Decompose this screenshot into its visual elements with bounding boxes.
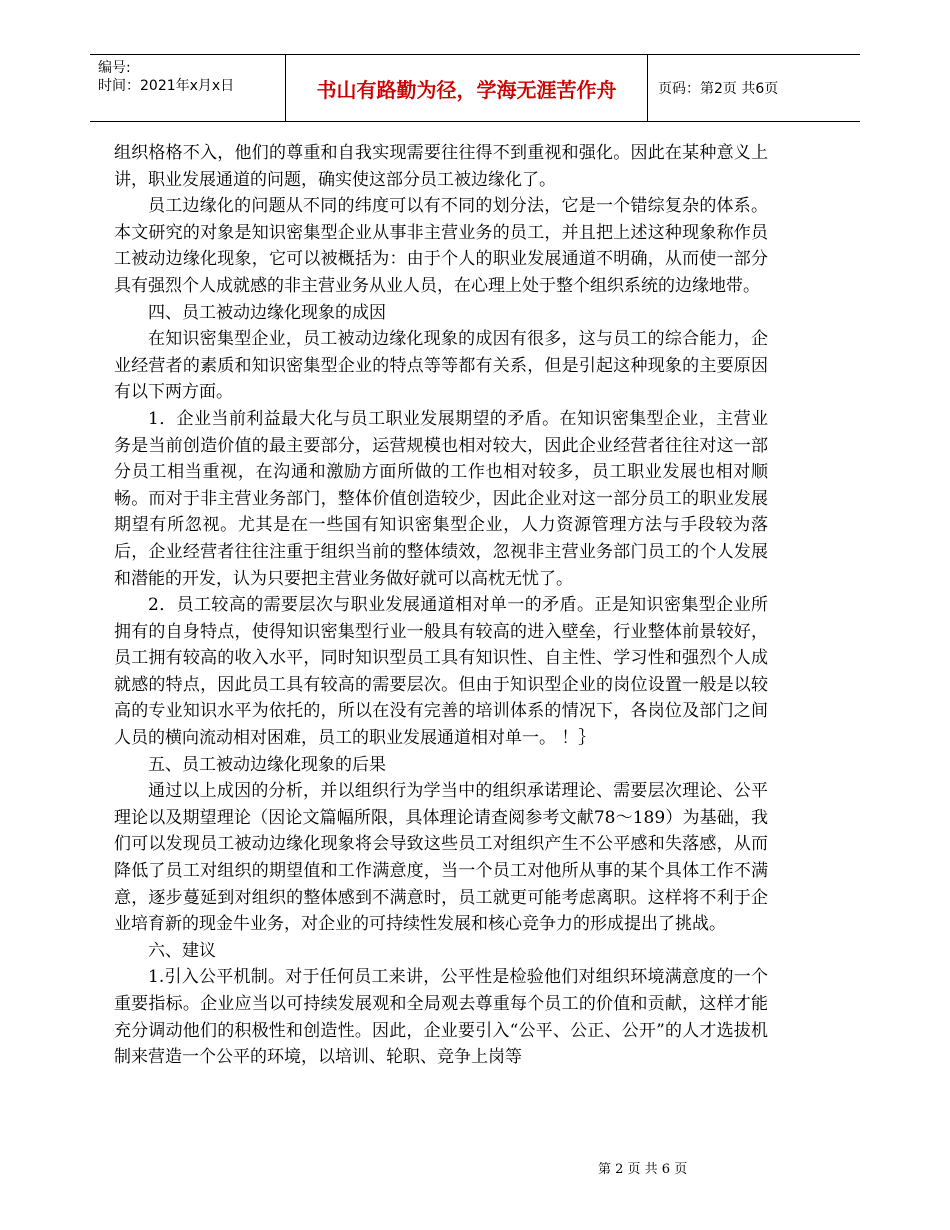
paragraph: 1.引入公平机制。对于任何员工来讲，公平性是检验他们对组织环境满意度的一个重要指标。企业应当以可持续发展观和全局观去尊重每个员工的价值和贡献，这样才能充分调动他们的积极性和创造性。因此，企业要引入“公平、公正、公开”的人才选拔机制来营造一个公平的环境，以培训、轮职、竞争上岗等 (114, 967, 768, 1068)
header-meta (90, 55, 286, 121)
section-heading-6: 六、建议 (148, 940, 216, 961)
paragraph: 员工边缘化的问题从不同的纬度可以有不同的划分法，它是一个错综复杂的体系。本文研究的对象是知识密集型企业从事非主营业务的员工，并且把上述这种现象称作员工被动边缘化现象，它可以被概括为：由于个人的职业发展通道不明确，从而使一部分具有强烈个人成就感的非主营业务从业人员，在心理上处于整个组织系统的边缘地带。 (114, 196, 768, 296)
document-body (114, 140, 768, 1071)
paragraph-continuation: 组织格格不入，他们的尊重和自我实现需要往往得不到重视和强化。因此在某种意义上讲，职业发展通道的问题，确实使这部分员工被边缘化了。 (114, 143, 768, 190)
paragraph: 在知识密集型企业，员工被动边缘化现象的成因有很多，这与员工的综合能力，企业经营者的素质和知识密集型企业的特点等等都有关系，但是引起这种现象的主要原因有以下两方面。 (114, 329, 768, 403)
paragraph: 1．企业当前利益最大化与员工职业发展期望的矛盾。在知识密集型企业，主营业务是当前创造价值的最主要部分，运营规模也相对较大，因此企业经营者往往对这一部分员工相当重视，在沟通和激励方面所做的工作也相对较多，员工职业发展也相对顺畅。而对于非主营业务部门，整体价值创造较少，因此企业对这一部分员工的职业发展期望有所忽视。尤其是在一些国有知识密集型企业，人力资源管理方法与手段较为落后，企业经营者往往注重于组织当前的整体绩效，忽视非主营业务部门员工的个人发展和潜能的开发，认为只要把主营业务做好就可以高枕无忧了。 (114, 408, 768, 589)
document-number-label: 编号: (98, 60, 131, 76)
paragraph: 2．员工较高的需要层次与职业发展通道相对单一的矛盾。正是知识密集型企业所拥有的自身特点，使得知识密集型行业一般具有较高的进入壁垒，行业整体前景较好，员工拥有较高的收入水平，同时知识型员工具有知识性、自主性、学习性和强烈个人成就感的特点，因此员工具有较高的需要层次。但由于知识型企业的岗位设置一般是以较高的专业知识水平为依托的，所以在没有完善的培训体系的情况下，各岗位及部门之间人员的横向流动相对困难，员工的职业发展通道相对单一。 ！｝ (114, 595, 768, 749)
section-heading-5: 五、员工被动边缘化现象的后果 (148, 754, 386, 775)
page-header (90, 54, 860, 122)
document-time-label: 时间：2021年x月x日 (98, 78, 235, 94)
header-page-number: 页码：第2页 共6页 (658, 81, 779, 97)
header-motto: 书山有路勤为径，学海无涯苦作舟 (286, 55, 648, 121)
paragraph: 通过以上成因的分析，并以组织行为学当中的组织承诺理论、需要层次理论、公平理论以及期望理论（因论文篇幅所限，具体理论请查阅参考文献78～189）为基础，我们可以发现员工被动边缘化现象将会导致这些员工对组织产生不公平感和失落感，从而降低了员工对组织的期望值和工作满意度，当一个员工对他所从事的某个具体工作不满意，逐步蔓延到对组织的整体感到不满意时，员工就更可能考虑离职。这样将不利于企业培育新的现金牛业务，对企业的可持续性发展和核心竞争力的形成提出了挑战。 (114, 781, 768, 935)
page-footer: 第 2 页 共 6 页 (598, 1162, 688, 1177)
section-heading-4: 四、员工被动边缘化现象的成因 (148, 302, 386, 323)
